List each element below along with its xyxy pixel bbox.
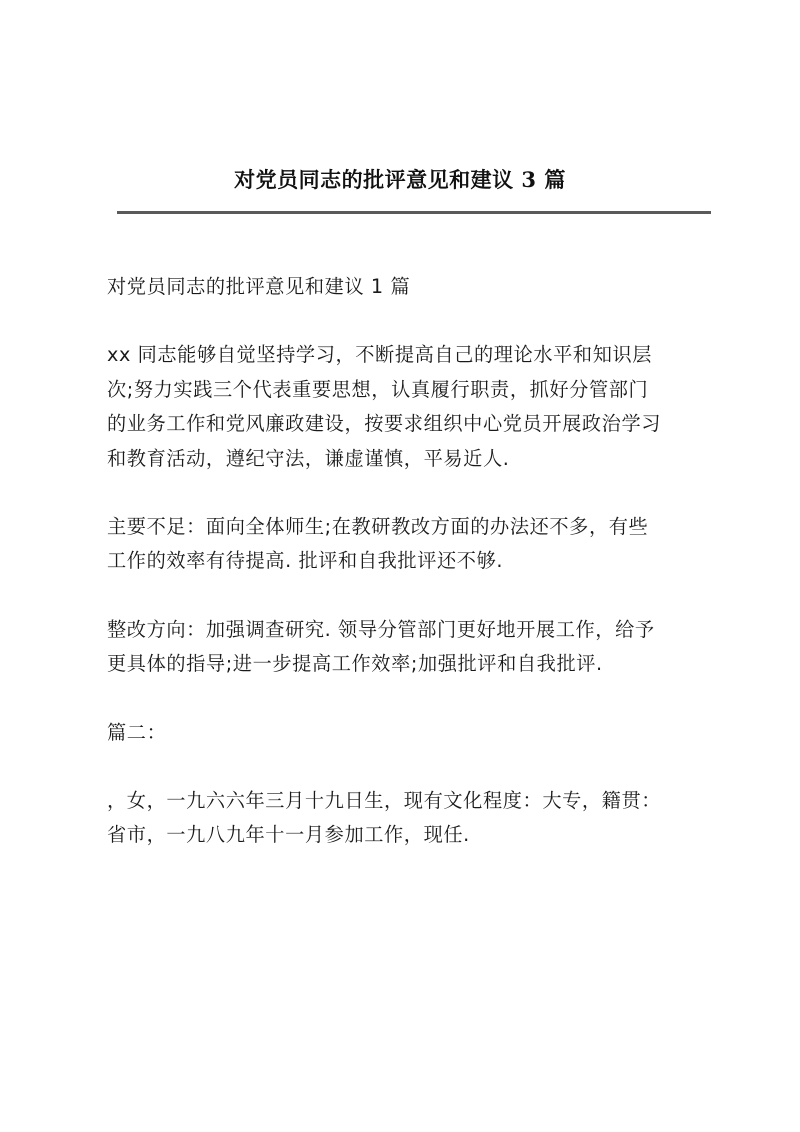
paragraph-shortcomings bbox=[107, 510, 711, 579]
paragraph-line: 省市，一九八九年十一月参加工作，现任. bbox=[107, 823, 470, 847]
paragraph-line: 更具体的指导;进一步提高工作效率;加强批评和自我批评. bbox=[107, 652, 603, 676]
paragraph-line: 的业务工作和党风廉政建设，按要求组织中心党员开展政治学习 bbox=[107, 412, 662, 436]
document-title: 对党员同志的批评意见和建议 3 篇 bbox=[234, 167, 566, 192]
paragraph-line: 次;努力实践三个代表重要思想，认真履行职责，抓好分管部门 bbox=[107, 377, 649, 401]
paragraph-line: 整改方向：加强调查研究. 领导分管部门更好地开展工作，给予 bbox=[107, 617, 655, 641]
paragraph-improvements bbox=[107, 613, 711, 682]
paragraph-line: 和教育活动，遵纪守法，谦虚谨慎，平易近人. bbox=[107, 446, 510, 470]
part-two-heading: 篇二： bbox=[107, 720, 167, 744]
document-body bbox=[107, 270, 711, 853]
paragraph-part-two bbox=[107, 784, 711, 853]
paragraph-line: ，女，一九六六年三月十九日生，现有文化程度：大专，籍贯： bbox=[107, 789, 662, 813]
paragraph-line: 主要不足：面向全体师生;在教研教改方面的办法还不多，有些 bbox=[107, 515, 649, 539]
title-divider bbox=[117, 211, 711, 214]
section-heading: 对党员同志的批评意见和建议 1 篇 bbox=[107, 275, 411, 298]
paragraph-strengths bbox=[107, 338, 711, 476]
paragraph-line: 工作的效率有待提高. 批评和自我批评还不够. bbox=[107, 549, 504, 573]
paragraph-line: xx 同志能够自觉坚持学习，不断提高自己的理论水平和知识层 bbox=[107, 343, 653, 367]
